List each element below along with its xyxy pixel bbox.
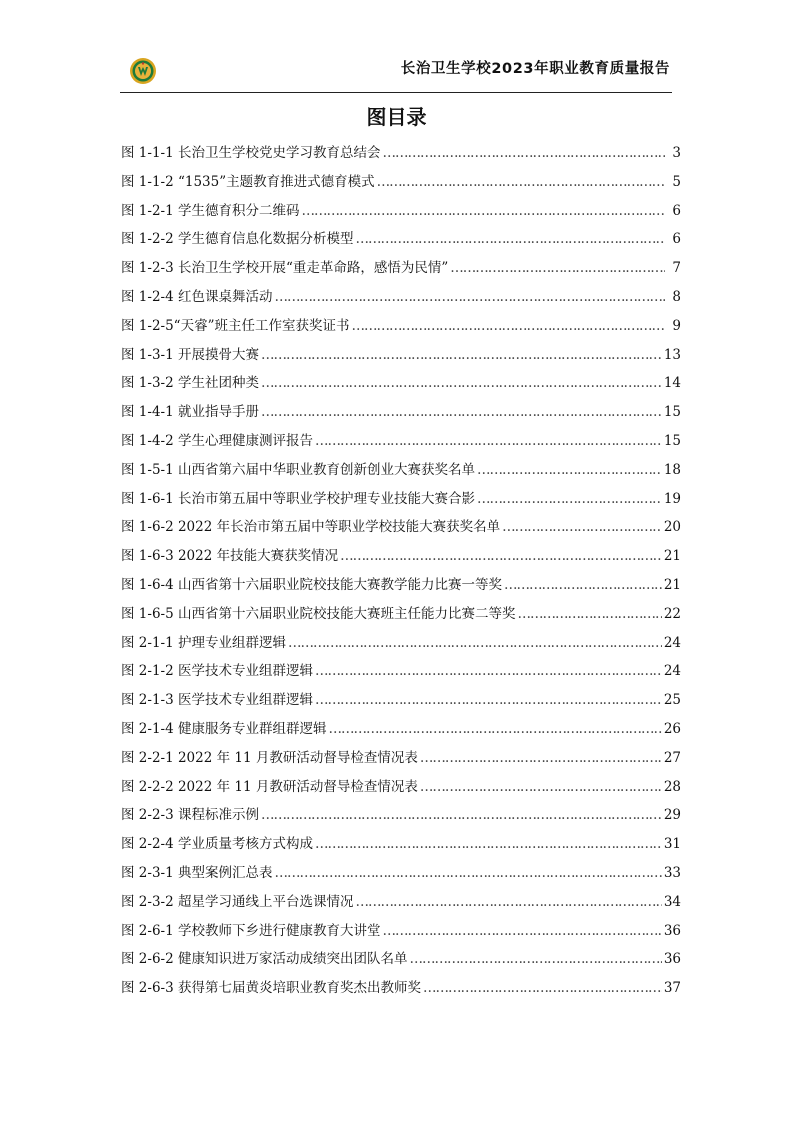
toc-entry-label: 图 1-1-2 “1535”主题教育推进式德育模式 — [121, 173, 375, 190]
school-emblem-icon — [129, 57, 157, 85]
toc-entry[interactable] — [121, 400, 681, 429]
toc-entry[interactable] — [121, 631, 681, 660]
dot-leader — [382, 923, 661, 939]
dot-leader — [274, 289, 665, 305]
toc-entry-label: 图 1-3-1 开展摸骨大赛 — [121, 346, 259, 363]
toc-entry-label: 图 2-3-1 典型案例汇总表 — [121, 864, 273, 881]
dot-leader — [477, 462, 662, 478]
toc-entry-label: 图 1-2-3 长治卫生学校开展“重走革命路，感悟为民情” — [121, 260, 449, 277]
toc-entry-page: 31 — [663, 836, 681, 853]
toc-entry-page: 36 — [663, 951, 681, 968]
toc-entry[interactable] — [121, 688, 681, 717]
toc-entry[interactable] — [121, 515, 681, 544]
toc-entry-page: 20 — [663, 519, 681, 536]
toc-entry-page: 5 — [672, 173, 681, 190]
toc-entry-label: 图 1-6-5 山西省第十六届职业院校技能大赛班主任能力比赛二等奖 — [121, 605, 516, 622]
dot-leader — [352, 318, 666, 334]
toc-entry[interactable] — [121, 199, 681, 228]
dot-leader — [315, 836, 662, 852]
dot-leader — [315, 663, 662, 679]
dot-leader — [328, 721, 661, 737]
toc-entry-page: 34 — [663, 893, 681, 910]
toc-entry[interactable] — [121, 861, 681, 890]
toc-entry-label: 图 1-4-1 就业指导手册 — [121, 404, 259, 421]
dot-leader — [504, 577, 662, 593]
toc-entry-label: 图 2-1-2 医学技术专业组群逻辑 — [121, 663, 313, 680]
toc-entry-page: 19 — [663, 490, 681, 507]
dot-leader — [301, 203, 665, 219]
figure-list — [121, 141, 681, 1005]
header-title: 长治卫生学校2023年职业教育质量报告 — [400, 61, 670, 77]
toc-entry-label: 图 1-3-2 学生社团种类 — [121, 375, 259, 392]
toc-entry[interactable] — [121, 775, 681, 804]
toc-entry-label: 图 2-6-1 学校教师下乡进行健康教育大讲堂 — [121, 922, 381, 939]
dot-leader — [517, 606, 661, 622]
toc-entry[interactable] — [121, 919, 681, 948]
toc-entry-label: 图 2-2-4 学业质量考核方式构成 — [121, 836, 313, 853]
toc-entry-page: 3 — [672, 145, 681, 161]
toc-entry[interactable] — [121, 803, 681, 832]
toc-entry-page: 21 — [663, 576, 681, 593]
dot-leader — [355, 231, 665, 247]
toc-entry[interactable] — [121, 141, 681, 170]
toc-entry-page: 24 — [663, 663, 681, 680]
toc-entry[interactable] — [121, 573, 681, 602]
toc-entry-label: 图 2-2-3 课程标准示例 — [121, 807, 259, 824]
toc-entry-label: 图 1-2-1 学生德育积分二维码 — [121, 202, 300, 219]
toc-entry[interactable] — [121, 659, 681, 688]
dot-leader — [288, 635, 662, 651]
toc-entry-page: 15 — [663, 404, 681, 421]
toc-entry[interactable] — [121, 947, 681, 976]
toc-entry-label: 图 1-6-4 山西省第十六届职业院校技能大赛教学能力比赛一等奖 — [121, 576, 502, 593]
toc-entry[interactable] — [121, 832, 681, 861]
toc-entry-page: 21 — [663, 548, 681, 565]
toc-entry-label: 图 1-6-1 长治市第五届中等职业学校护理专业技能大赛合影 — [121, 490, 475, 507]
toc-entry-page: 14 — [663, 375, 681, 392]
toc-entry-page: 8 — [672, 288, 681, 305]
toc-entry-label: 图 1-2-5“天睿”班主任工作室获奖证书 — [121, 317, 350, 334]
dot-leader — [261, 375, 662, 391]
toc-entry-page: 18 — [663, 461, 681, 478]
toc-entry-label: 图 1-6-2 2022 年长治市第五届中等职业学校技能大赛获奖名单 — [121, 519, 501, 536]
dot-leader — [274, 865, 661, 881]
toc-entry[interactable] — [121, 602, 681, 631]
toc-entry-label: 图 2-1-1 护理专业组群逻辑 — [121, 634, 286, 651]
toc-entry[interactable] — [121, 256, 681, 285]
toc-entry-page: 15 — [663, 432, 681, 449]
dot-leader — [355, 894, 661, 910]
toc-entry-page: 6 — [672, 202, 681, 219]
toc-entry-page: 13 — [663, 346, 681, 363]
dot-leader — [477, 491, 662, 507]
toc-entry-label: 图 1-6-3 2022 年技能大赛获奖情况 — [121, 548, 339, 565]
toc-entry-page: 24 — [663, 634, 681, 651]
toc-entry-page: 25 — [663, 692, 681, 709]
toc-entry-page: 27 — [663, 749, 681, 766]
dot-leader — [261, 807, 662, 823]
toc-entry-label: 图 2-6-2 健康知识进万家活动成绩突出团队名单 — [121, 951, 408, 968]
toc-entry-label: 图 2-1-3 医学技术专业组群逻辑 — [121, 692, 313, 709]
dot-leader — [261, 404, 662, 420]
dot-leader — [315, 433, 662, 449]
toc-entry-label: 图 1-5-1 山西省第六届中华职业教育创新创业大赛获奖名单 — [121, 461, 475, 478]
page-title: 图目录 — [366, 105, 427, 129]
toc-entry-page: 28 — [663, 778, 681, 795]
toc-entry[interactable] — [121, 314, 681, 343]
dot-leader — [409, 951, 661, 967]
toc-entry[interactable] — [121, 227, 681, 256]
toc-entry-label: 图 1-4-2 学生心理健康测评报告 — [121, 432, 313, 449]
toc-entry-page: 33 — [663, 864, 681, 881]
toc-entry-label: 图 2-2-2 2022 年 11 月教研活动督导检查情况表 — [121, 778, 418, 795]
dot-leader — [450, 260, 665, 276]
toc-entry[interactable] — [121, 429, 681, 458]
toc-entry-page: 6 — [672, 231, 681, 248]
toc-entry-page: 22 — [663, 605, 681, 622]
toc-entry-page: 36 — [663, 922, 681, 939]
dot-leader — [315, 692, 662, 708]
toc-entry-page: 7 — [672, 260, 681, 277]
toc-entry-page: 37 — [663, 980, 681, 997]
toc-entry-label: 图 1-1-1 长治卫生学校党史学习教育总结会 — [121, 145, 381, 161]
dot-leader — [377, 174, 665, 190]
toc-entry[interactable] — [121, 976, 681, 1005]
toc-entry-page: 26 — [663, 720, 681, 737]
toc-entry[interactable] — [121, 487, 681, 516]
toc-entry-page: 29 — [663, 807, 681, 824]
toc-entry[interactable] — [121, 890, 681, 919]
toc-entry-label: 图 2-1-4 健康服务专业群组群逻辑 — [121, 720, 327, 737]
toc-entry-label: 图 1-2-2 学生德育信息化数据分析模型 — [121, 231, 354, 248]
toc-entry-label: 图 2-2-1 2022 年 11 月教研活动督导检查情况表 — [121, 749, 418, 766]
dot-leader — [420, 750, 662, 766]
page-header — [120, 52, 672, 93]
toc-entry[interactable] — [121, 717, 681, 746]
dot-leader — [502, 519, 662, 535]
toc-entry[interactable] — [121, 371, 681, 400]
dot-leader — [420, 779, 662, 795]
toc-entry-label: 图 2-6-3 获得第七届黄炎培职业教育奖杰出教师奖 — [121, 980, 421, 997]
dot-leader — [423, 980, 662, 996]
toc-entry-label: 图 1-2-4 红色课桌舞活动 — [121, 288, 273, 305]
dot-leader — [261, 347, 662, 363]
toc-entry[interactable] — [121, 544, 681, 573]
toc-entry-label: 图 2-3-2 超星学习通线上平台选课情况 — [121, 893, 354, 910]
dot-leader — [340, 548, 662, 564]
toc-entry[interactable] — [121, 746, 681, 775]
toc-entry[interactable] — [121, 343, 681, 372]
toc-entry-page: 9 — [672, 317, 681, 334]
dot-leader — [382, 145, 665, 161]
toc-entry[interactable] — [121, 170, 681, 199]
toc-entry[interactable] — [121, 458, 681, 487]
toc-entry[interactable] — [121, 285, 681, 314]
